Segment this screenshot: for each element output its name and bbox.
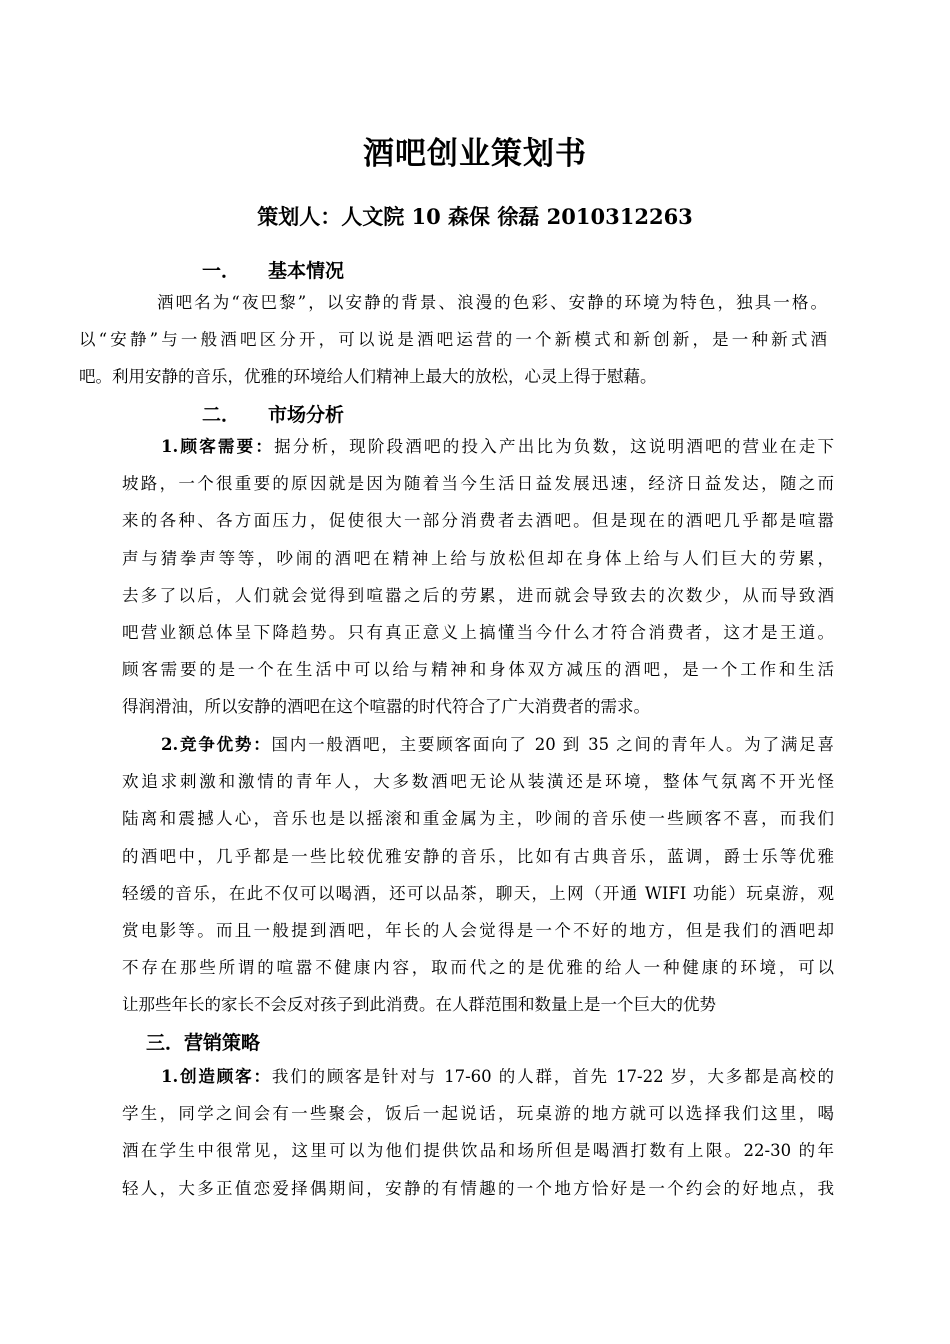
text-line: 坡路，一个很重要的原因就是因为随着当今生活日益发展迅速，经济日益发达，随之而 (122, 474, 834, 494)
text-line: 顾客需要的是一个在生活中可以给与精神和身体双方减压的酒吧，是一个工作和生活 (122, 660, 834, 680)
section-number: 一． (202, 260, 241, 282)
text-line: 来的各种、各方面压力，促使很大一部分消费者去酒吧。但是现在的酒吧几乎都是喧嚣 (122, 511, 834, 531)
text-line: 学生，同学之间会有一些聚会，饭后一起说话，玩桌游的地方就可以选择我们这里，喝 (122, 1104, 834, 1124)
text-line: 得润滑油，所以安静的酒吧在这个喧嚣的时代符合了广大消费者的需求。 (122, 697, 650, 717)
text-line: 的酒吧中，几乎都是一些比较优雅安静的音乐，比如有古典音乐，蓝调，爵士乐等优雅 (122, 846, 834, 866)
section-heading-marketing (146, 1028, 260, 1055)
text-line: 酒吧名为“夜巴黎”，以安静的背景、浪漫的色彩、安静的环境为特色，独具一格。 (157, 293, 827, 312)
text-line: 欢追求刺激和激情的青年人，大多数酒吧无论从装潢还是环境，整体气氛离不开光怪 (122, 772, 834, 792)
text-line: 声与猜拳声等等，吵闹的酒吧在精神上给与放松但却在身体上给与人们巨大的劳累， (122, 548, 834, 568)
author-line: 策划人：人文院 10 森保 徐磊 2010312263 (257, 204, 693, 229)
item-label: 1.创造顾客： (161, 1067, 272, 1086)
paragraph-create-customers (122, 1058, 834, 1207)
paragraph-basic (79, 284, 827, 396)
text-line: 轻人，大多正值恋爱择偶期间，安静的有情趣的一个地方恰好是一个约会的好地点，我 (122, 1178, 834, 1198)
text-line: 陆离和震撼人心，音乐也是以摇滚和重金属为主，吵闹的音乐使一些顾客不喜，而我们 (122, 809, 834, 829)
section-title: 基本情况 (268, 260, 345, 282)
section-title: 市场分析 (268, 404, 345, 426)
text-line: 1.顾客需要：据分析，现阶段酒吧的投入产出比为负数，这说明酒吧的营业在走下 (161, 437, 835, 456)
section-title: 营销策略 (184, 1032, 261, 1054)
item-label: 2.竞争优势： (161, 735, 272, 754)
text-line: 吧营业额总体呈下降趋势。只有真正意义上搞懂当今什么才符合消费者，这才是王道。 (122, 623, 834, 643)
section-heading-market (202, 400, 344, 427)
text-line: 2.竞争优势：国内一般酒吧，主要顾客面向了 20 到 35 之间的青年人。为了满足喜 (161, 735, 834, 754)
text-line: 去多了以后，人们就会觉得到喧嚣之后的劳累，进而就会导致去的次数少，从而导致酒 (122, 585, 834, 605)
text-line: 让那些年长的家长不会反对孩子到此消费。在人群范围和数量上是一个巨大的优势 (122, 995, 716, 1015)
section-number: 二． (202, 404, 241, 426)
item-label: 1.顾客需要： (161, 437, 275, 456)
text-line: 赏电影等。而且一般提到酒吧，年长的人会觉得是一个不好的地方，但是我们的酒吧却 (122, 921, 834, 941)
paragraph-customer-needs (122, 428, 834, 726)
document-title: 酒吧创业策划书 (363, 136, 587, 172)
text-line: 酒在学生中很常见，这里可以为他们提供饮品和场所但是喝酒打数有上限。22-30 的年 (122, 1141, 834, 1161)
section-heading-basic (202, 256, 344, 283)
text-line: 吧。利用安静的音乐，优雅的环境给人们精神上最大的放松，心灵上得于慰藉。 (79, 367, 657, 387)
text-line: 以“安静”与一般酒吧区分开，可以说是酒吧运营的一个新模式和新创新，是一种新式酒 (79, 330, 827, 350)
text-line: 1.创造顾客：我们的顾客是针对与 17-60 的人群，首先 17-22 岁，大多都是高校的 (161, 1067, 834, 1086)
section-number: 三． (146, 1032, 185, 1054)
text-line: 轻缓的音乐，在此不仅可以喝酒，还可以品茶，聊天，上网（开通 WIFI 功能）玩桌游，观 (122, 883, 834, 903)
paragraph-competitive-advantage (122, 726, 834, 1024)
text-line: 不存在那些所谓的喧嚣不健康内容，取而代之的是优雅的给人一种健康的环境，可以 (122, 958, 834, 978)
